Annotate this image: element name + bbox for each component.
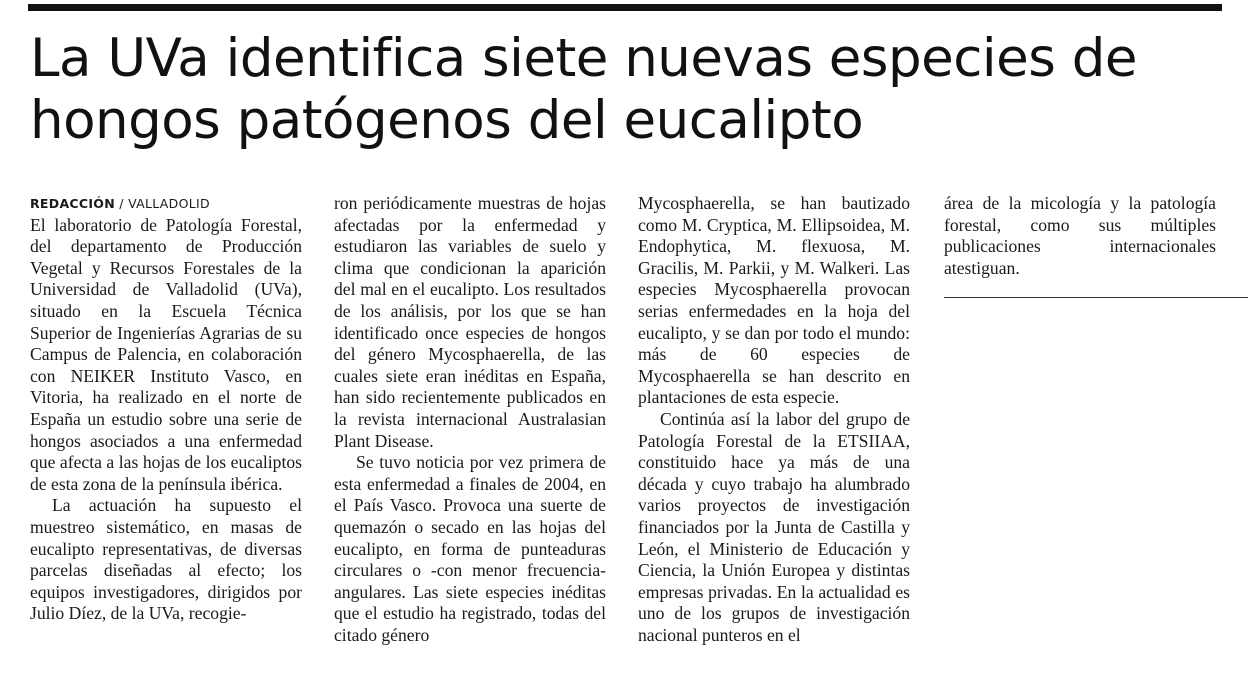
byline-source: REDACCIÓN [30,196,115,211]
article-column-4 [944,193,1216,279]
byline-separator: / [119,196,124,211]
paragraph: área de la micología y la patología forestal, como sus múltiples publicaciones internacionales atestiguan. [944,193,1216,278]
top-rule [28,4,1222,11]
paragraph: El laboratorio de Patología Forestal, del departamento de Producción Vegetal y Recursos Forestales de la Universidad de Valladolid (UVa), situado en la Escuela Técnica Superior de Ingenierías Agrarias de su Campus de Palencia, en colaboración con NEIKER Instituto Vasco, en Vitoria, ha realizado en el norte de España un estudio sobre una serie de hongos asociados a una enfermedad que afecta a las hojas de los eucaliptos de esta zona de la península ibérica. [30,214,302,494]
article-column-3 [638,193,910,646]
end-of-article-rule [944,297,1248,298]
paragraph: Continúa así la labor del grupo de Patología Forestal de la ETSIIAA, constituido hace ya más de una década y cuyo trabajo ha alumbrado varios proyectos de investigación financiados por la Junta de Castilla y León, el Ministerio de Educación y Ciencia, la Unión Europea y distintas empresas privadas. En la actualidad es uno de los grupos de investigación nacional punteros en el [638,408,910,645]
byline [30,193,302,215]
paragraph: Se tuvo noticia por vez primera de esta enfermedad a finales de 2004, en el País Vasco. Provoca una suerte de quemazón o secado en las hojas del eucalipto, en forma de punteaduras circulares o -con menor frecuencia- angulares. Las siete especies inéditas que el estudio ha registrado, todas del citado género [334,452,606,645]
paragraph: ron periódicamente muestras de hojas afectadas por la enfermedad y estudiaron las variables de suelo y clima que condicionan la aparición del mal en el eucalipto. Los resultados de los análisis, por los que se han identificado once especies de hongos del género Mycosphaerella, de las cuales siete eran inéditas en España, han sido recientemente publicados en la revista internacional Australasian Plant Disease. [334,193,606,451]
byline-location: VALLADOLID [128,196,210,211]
article-column-1 [30,193,302,625]
paragraph: Mycosphaerella, se han bautizado como M. Cryptica, M. Ellipsoidea, M. Endophytica, M. flexuosa, M. Gracilis, M. Parkii, y M. Walkeri. Las especies Mycosphaerella provocan serias enfermedades en la hoja del eucalipto, y se dan por todo el mundo: más de 60 especies de Mycosphaerella se han descrito en plantaciones de esta especie. [638,193,910,408]
article-column-2 [334,193,606,646]
paragraph: La actuación ha supuesto el muestreo sistemático, en masas de eucalipto representativas, de diversas parcelas diseñadas al efecto; los equipos investigadores, dirigidos por Julio Díez, de la UVa, recogie- [30,495,302,624]
headline: La UVa identifica siete nuevas especies de hongos patógenos del eucalipto [30,28,1137,151]
